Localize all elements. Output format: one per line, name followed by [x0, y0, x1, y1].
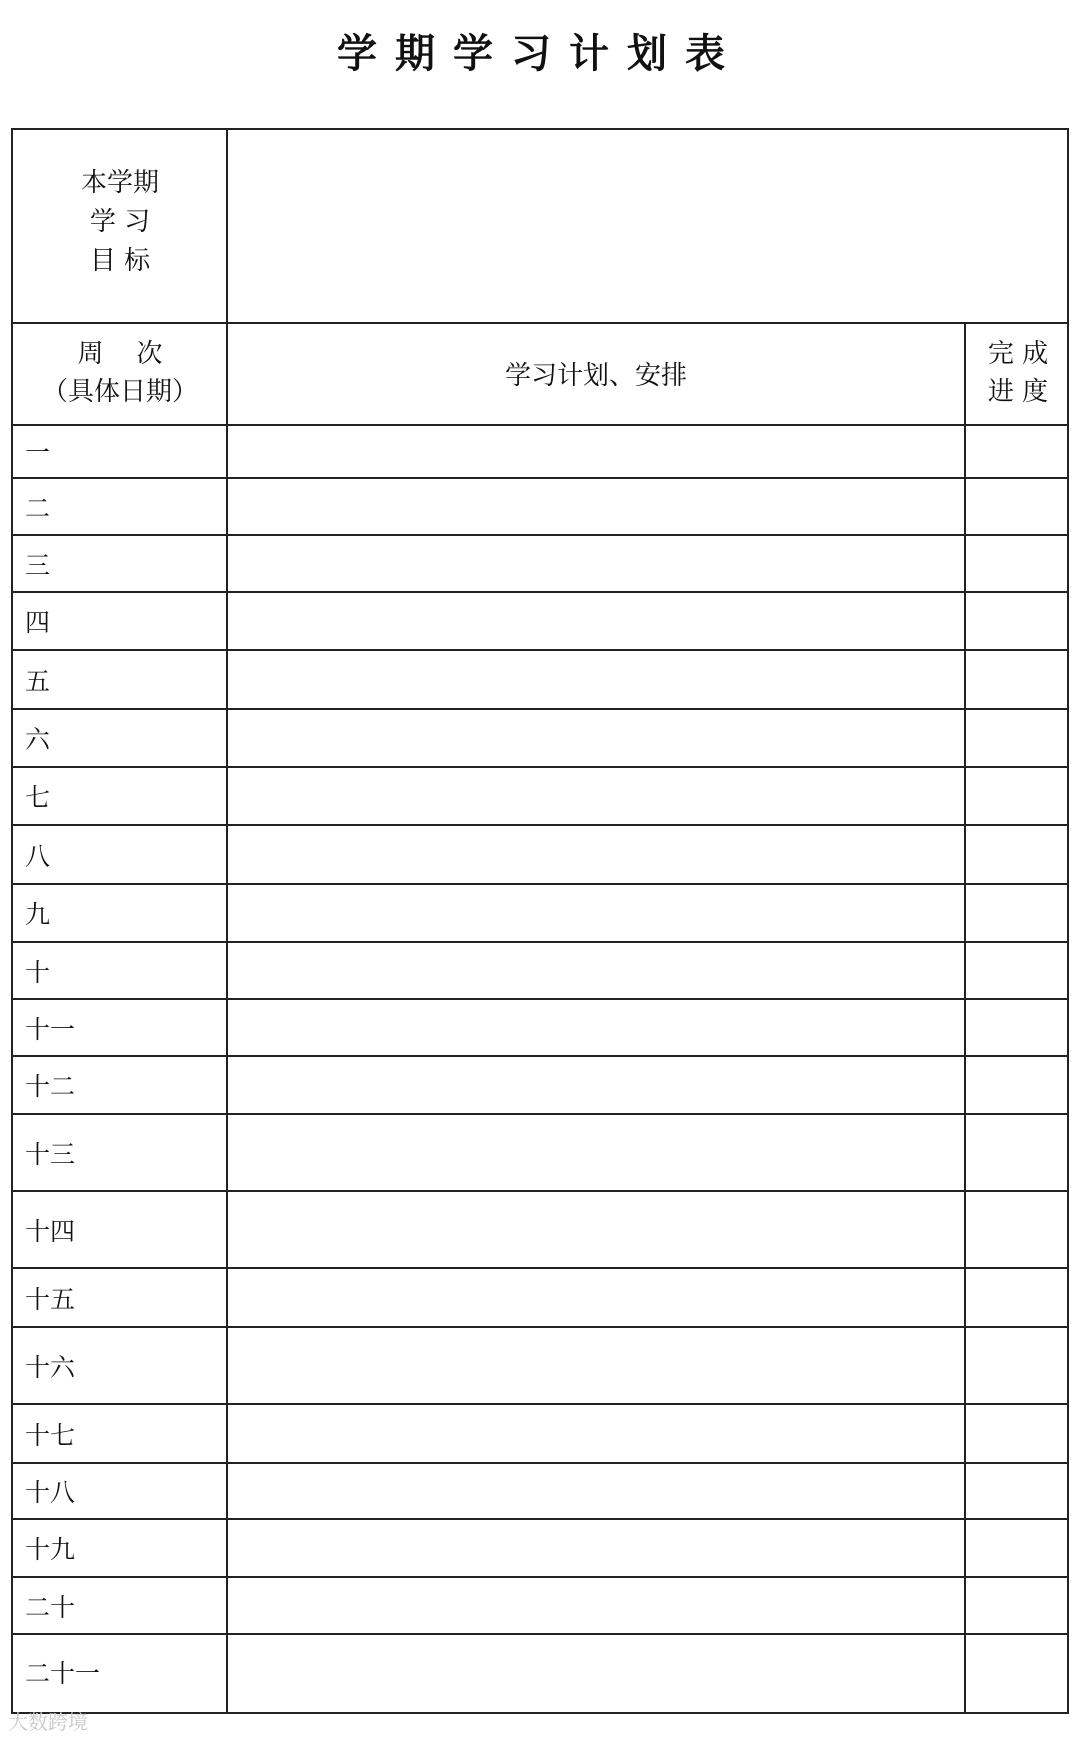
week-label: 十七	[25, 1420, 76, 1450]
progress-cell[interactable]	[965, 592, 1067, 650]
plan-cell[interactable]	[227, 1327, 964, 1404]
plan-cell[interactable]	[227, 999, 964, 1056]
table-row	[13, 592, 1067, 650]
plan-cell[interactable]	[227, 478, 964, 535]
table-row	[13, 1327, 1067, 1404]
progress-cell[interactable]	[965, 1191, 1067, 1268]
week-label: 十六	[25, 1352, 76, 1382]
plan-cell[interactable]	[227, 424, 964, 478]
week-label: 十九	[25, 1535, 76, 1564]
header-progress	[965, 322, 1071, 424]
plan-cell[interactable]	[227, 1404, 964, 1463]
plan-cell[interactable]	[227, 1114, 964, 1191]
header-week-line: 周 次	[77, 339, 163, 369]
week-label: 二	[25, 493, 51, 523]
week-label: 二十	[25, 1592, 76, 1622]
week-label: 十四	[25, 1216, 76, 1246]
goal-input-cell[interactable]	[227, 130, 1067, 322]
table-row	[13, 1056, 1067, 1114]
week-label: 四	[25, 608, 51, 637]
progress-cell[interactable]	[965, 1327, 1067, 1404]
table-row	[13, 1577, 1067, 1634]
week-label: 九	[25, 900, 51, 929]
table-row	[13, 1463, 1067, 1519]
progress-cell[interactable]	[965, 767, 1067, 825]
plan-cell[interactable]	[227, 1463, 964, 1519]
week-label: 八	[25, 841, 51, 871]
table-row	[13, 424, 1067, 478]
plan-cell[interactable]	[227, 709, 964, 767]
plan-cell[interactable]	[227, 535, 964, 592]
progress-cell[interactable]	[965, 650, 1067, 709]
table-row	[13, 1191, 1067, 1268]
progress-cell[interactable]	[965, 942, 1067, 999]
plan-cell[interactable]	[227, 1577, 964, 1634]
table-row	[13, 1404, 1067, 1463]
week-label: 三	[25, 550, 51, 580]
plan-cell[interactable]	[227, 1268, 964, 1327]
progress-cell[interactable]	[965, 424, 1067, 478]
table-row	[13, 1519, 1067, 1577]
progress-cell[interactable]	[965, 884, 1067, 942]
plan-cell[interactable]	[227, 1191, 964, 1268]
week-label: 十	[25, 957, 51, 987]
progress-cell[interactable]	[965, 1519, 1067, 1577]
header-week-line: （具体日期）	[41, 377, 198, 407]
watermark: 大数跨境	[8, 1710, 88, 1734]
progress-cell[interactable]	[965, 1056, 1067, 1114]
plan-cell[interactable]	[227, 884, 964, 942]
plan-cell[interactable]	[227, 1519, 964, 1577]
header-plan: 学习计划、安排	[504, 360, 687, 391]
progress-cell[interactable]	[965, 709, 1067, 767]
page-title: 学期学习计划表	[337, 31, 743, 77]
header-week	[13, 322, 227, 424]
table-row	[13, 942, 1067, 999]
plan-cell[interactable]	[227, 767, 964, 825]
plan-cell[interactable]	[227, 1634, 964, 1710]
week-label: 十三	[25, 1139, 76, 1169]
table-row	[13, 767, 1067, 825]
table-row	[13, 535, 1067, 592]
progress-cell[interactable]	[965, 825, 1067, 884]
plan-cell[interactable]	[227, 592, 964, 650]
plan-cell[interactable]	[227, 650, 964, 709]
table-row	[13, 709, 1067, 767]
progress-cell[interactable]	[965, 1463, 1067, 1519]
table-row	[13, 999, 1067, 1056]
goal-label-line: 本学期	[80, 168, 159, 198]
plan-cell[interactable]	[227, 825, 964, 884]
table-row	[13, 1268, 1067, 1327]
table-row	[13, 650, 1067, 709]
table-row	[13, 478, 1067, 535]
plan-cell[interactable]	[227, 1056, 964, 1114]
progress-cell[interactable]	[965, 1577, 1067, 1634]
plan-cell[interactable]	[227, 942, 964, 999]
week-label: 一	[25, 438, 51, 467]
progress-cell[interactable]	[965, 1634, 1067, 1710]
week-label: 六	[25, 725, 51, 754]
week-label: 十八	[25, 1478, 76, 1507]
header-progress-line: 进 度	[987, 377, 1049, 407]
goal-label	[13, 164, 227, 281]
goal-label-line: 目 标	[89, 246, 151, 276]
week-label: 十一	[25, 1014, 76, 1044]
progress-cell[interactable]	[965, 1404, 1067, 1463]
progress-cell[interactable]	[965, 535, 1067, 592]
header-progress-line: 完 成	[987, 339, 1049, 369]
progress-cell[interactable]	[965, 999, 1067, 1056]
week-label: 五	[25, 666, 51, 696]
week-label: 十二	[25, 1072, 76, 1101]
plan-table	[11, 128, 1069, 1714]
goal-label-line: 学 习	[89, 207, 151, 237]
week-label: 十五	[25, 1284, 76, 1314]
progress-cell[interactable]	[965, 1268, 1067, 1327]
progress-cell[interactable]	[965, 478, 1067, 535]
table-row	[13, 1634, 1067, 1710]
table-row	[13, 1114, 1067, 1191]
week-label: 七	[25, 783, 51, 812]
progress-cell[interactable]	[965, 1114, 1067, 1191]
table-row	[13, 825, 1067, 884]
week-label: 二十一	[25, 1659, 101, 1688]
table-row	[13, 884, 1067, 942]
